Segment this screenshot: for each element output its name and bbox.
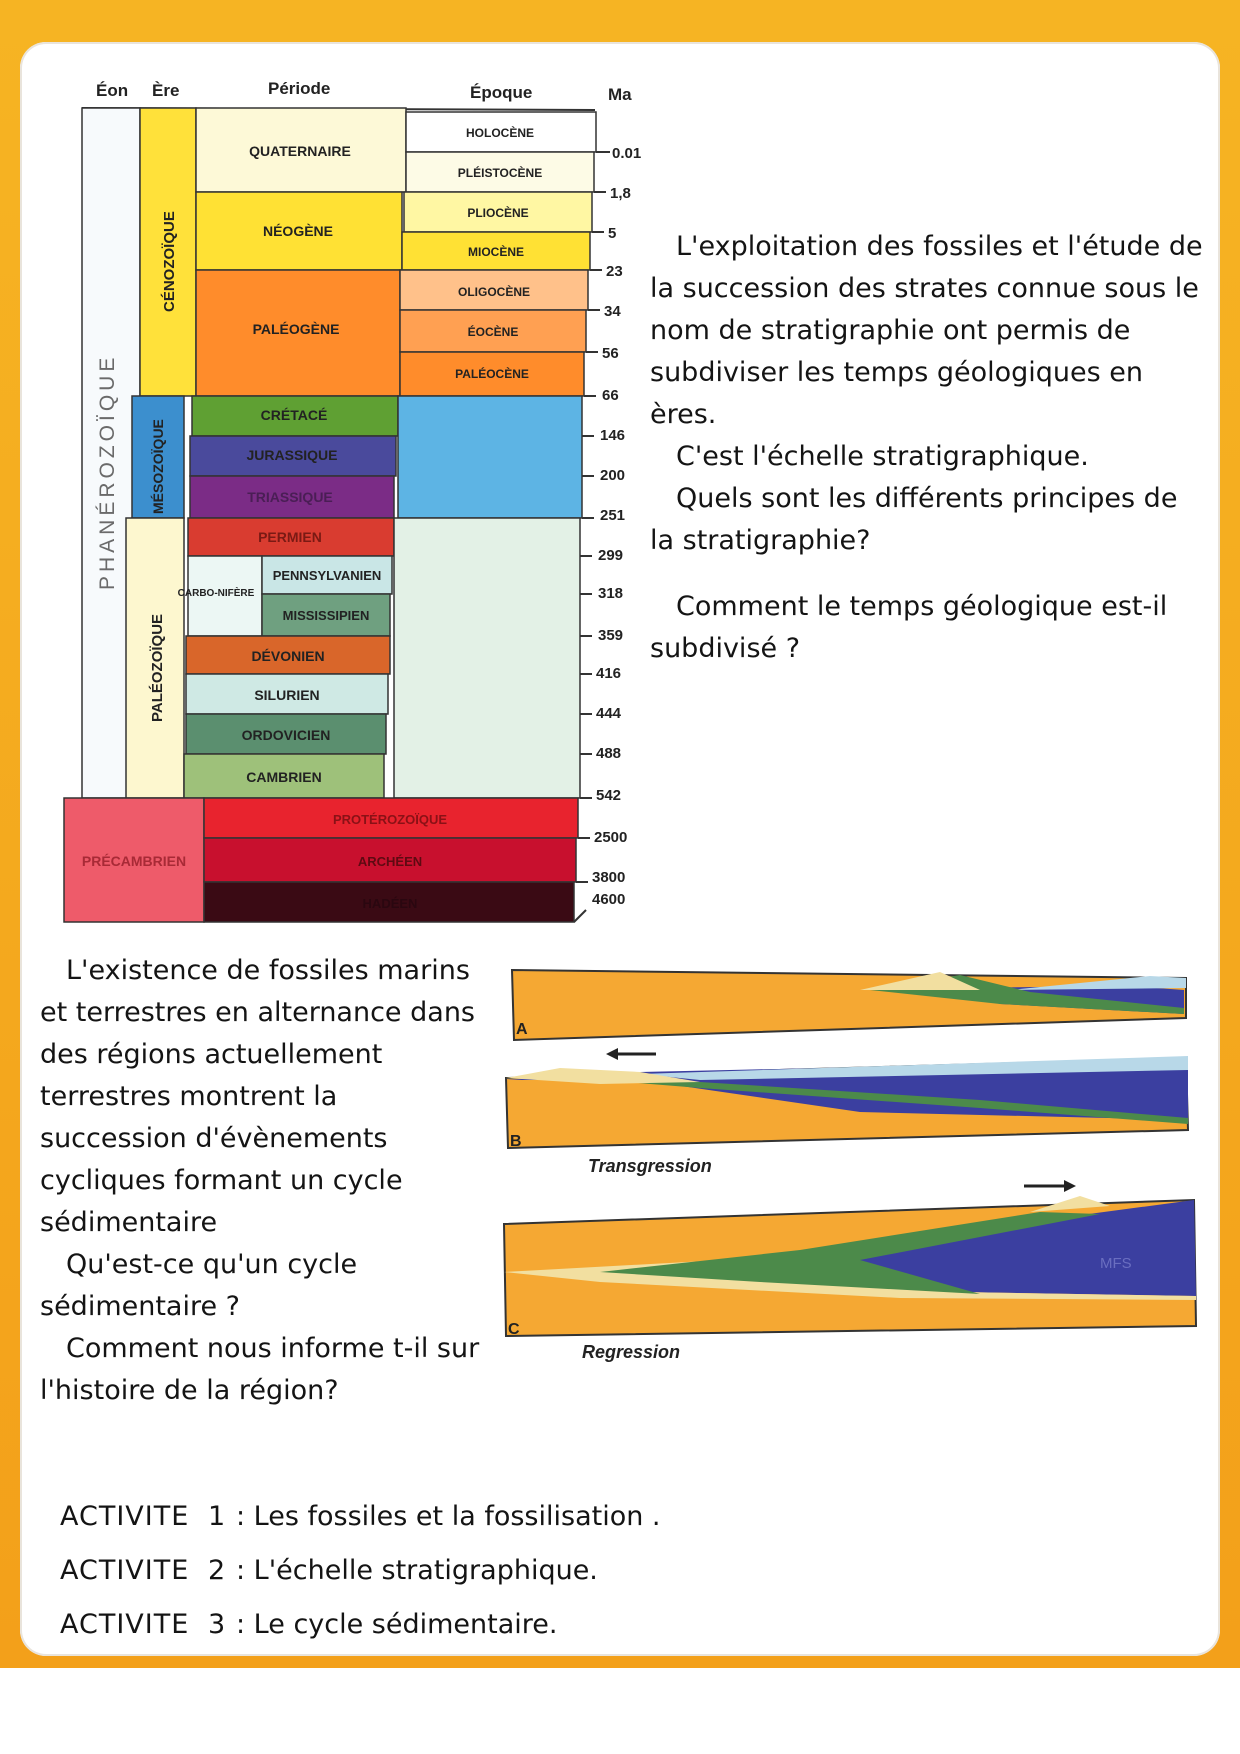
ma-23: 23	[606, 263, 623, 280]
ma-146: 146	[600, 427, 626, 444]
activity-2-number: 2	[208, 1555, 226, 1586]
period-cambrien-label: CAMBRIEN	[246, 769, 322, 785]
ma-3800: 3800	[592, 869, 626, 886]
ma-200: 200	[600, 467, 626, 484]
header-epoque: Époque	[470, 83, 533, 102]
epoch-miocene-label: MIOCÈNE	[467, 245, 525, 259]
mfs-label: MFS	[1100, 1255, 1132, 1272]
ma-1-8: 1,8	[610, 185, 631, 202]
era-paleozoique-label: PALÉOZOÏQUE	[149, 613, 166, 722]
ma-359: 359	[598, 627, 624, 644]
regression-caption: Regression	[582, 1342, 681, 1362]
activity-3-keyword: ACTIVITE	[60, 1609, 190, 1640]
eon-phanerozoique-label: PHANÉROZOÏQUE	[96, 353, 119, 590]
period-neogene-label: NÉOGÈNE	[262, 223, 334, 239]
ma-2500: 2500	[594, 829, 628, 846]
intro-text	[650, 226, 1205, 670]
ma-416: 416	[596, 665, 622, 682]
transgression-caption: Transgression	[588, 1156, 712, 1176]
ma-318: 318	[598, 585, 624, 602]
intro-question-1: Quels sont les différents principes de la stratigraphie?	[650, 483, 1178, 556]
epoch-oligocene-label: OLIGOCÈNE	[457, 285, 531, 299]
header-ma: Ma	[608, 85, 632, 104]
precambrian-archeen-label: ARCHÉEN	[357, 854, 423, 869]
epoch-pliocene-label: PLIOCÈNE	[467, 206, 529, 220]
epoch-pleistocene-label: PLÉISTOCÈNE	[457, 166, 543, 180]
activity-1-keyword: ACTIVITE	[60, 1501, 190, 1532]
header-ere: Ère	[152, 81, 180, 100]
ma-488: 488	[596, 745, 622, 762]
diagram-c	[504, 1180, 1196, 1362]
activity-1-title: : Les fossiles et la fossilisation .	[236, 1501, 661, 1532]
intro-question-2: Comment le temps géologique est-il subdivisé ?	[650, 591, 1168, 664]
era-mesozoique-label: MÉSOZOÏQUE	[150, 419, 166, 514]
ma-444: 444	[596, 705, 622, 722]
diagram-b	[506, 1048, 1188, 1176]
period-pennsylvanien-label: PENNSYLVANIEN	[272, 568, 382, 583]
period-devonien-label: DÉVONIEN	[251, 648, 325, 664]
period-cretace-label: CRÉTACÉ	[260, 407, 328, 423]
activity-1	[60, 1490, 760, 1544]
cycle-question-1: Qu'est-ce qu'un cycle sédimentaire ?	[40, 1249, 358, 1322]
ma-251: 251	[600, 507, 626, 524]
period-permien-label: PERMIEN	[258, 529, 322, 545]
activity-3-number: 3	[208, 1609, 226, 1640]
activity-1-number: 1	[208, 1501, 226, 1532]
cycle-paragraph: L'existence de fossiles marins et terrestres en alternance dans des régions actuellement terrestres montrent la succession d'évènements cycliques formant un cycle sédimentaire	[40, 955, 475, 1238]
ma-34: 34	[604, 303, 621, 320]
ma-4600: 4600	[592, 891, 626, 908]
activity-3	[60, 1598, 760, 1652]
period-trias-label: TRIASSIQUE	[247, 489, 333, 505]
precambrian-proterozoique-label: PROTÉROZOÏQUE	[332, 812, 448, 827]
diagram-a-label: A	[516, 1021, 528, 1038]
ma-542: 542	[596, 787, 622, 804]
diagram-c-label: C	[508, 1321, 520, 1338]
activity-3-title: : Le cycle sédimentaire.	[236, 1609, 558, 1640]
ma-299: 299	[598, 547, 624, 564]
period-ordovicien-label: ORDOVICIEN	[241, 727, 331, 743]
period-jurassique-label: JURASSIQUE	[246, 447, 338, 463]
period-silurien-label: SILURIEN	[254, 687, 320, 703]
intro-paragraph: L'exploitation des fossiles et l'étude de la succession des strates connue sous le nom de stratigraphie ont permis de subdiviser les temps géologiques en ères.	[650, 231, 1203, 430]
activity-2	[60, 1544, 760, 1598]
period-mississipien-label: MISSISSIPIEN	[282, 608, 370, 623]
activities-list	[60, 1490, 760, 1652]
cycle-text	[40, 950, 490, 1412]
activity-2-title: : L'échelle stratigraphique.	[236, 1555, 598, 1586]
eon-precambrien-label: PRÉCAMBRIEN	[81, 853, 187, 869]
ma-5: 5	[608, 225, 617, 242]
epoch-paleocene-label: PALÉOCÈNE	[455, 367, 529, 381]
diagram-a	[512, 970, 1186, 1040]
period-paleogene-label: PALÉOGÈNE	[252, 321, 340, 337]
period-quaternaire-label: QUATERNAIRE	[249, 143, 351, 159]
period-carbonifere-label: CARBO-NIFÈRE	[177, 588, 255, 599]
header-eon: Éon	[96, 81, 129, 100]
epoch-eocene-label: ÉOCÈNE	[467, 325, 519, 339]
header-periode: Période	[268, 79, 331, 98]
ma-56: 56	[602, 345, 619, 362]
intro-scale-line: C'est l'échelle stratigraphique.	[676, 441, 1089, 472]
diagram-b-label: B	[510, 1133, 522, 1150]
epoch-holocene-label: HOLOCÈNE	[465, 126, 535, 140]
ma-0-01: 0.01	[612, 145, 642, 162]
cycle-question-2: Comment nous informe t-il sur l'histoire de la région?	[40, 1333, 480, 1406]
era-cenozoique-label: CÉNOZOÏQUE	[161, 211, 178, 312]
activity-2-keyword: ACTIVITE	[60, 1555, 190, 1586]
precambrian-hadeen-label: HADÉEN	[362, 896, 418, 911]
ma-66: 66	[602, 387, 619, 404]
